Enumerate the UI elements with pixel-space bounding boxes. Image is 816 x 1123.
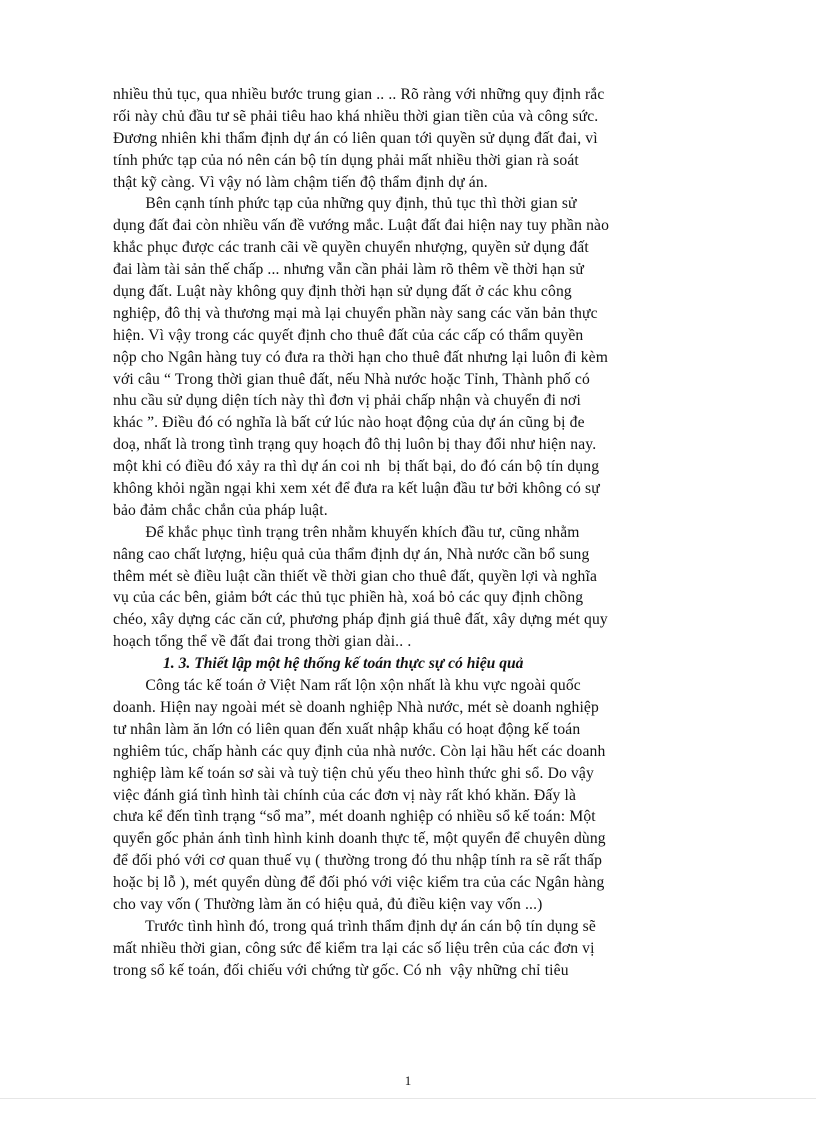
paragraph [113, 916, 753, 982]
text-line: mất nhiều thời gian, công sức để kiểm tra lại các số liệu trên của các đơn vị [113, 939, 595, 957]
page-bottom-rule [0, 1098, 816, 1099]
text-line: doạ, nhất là trong tình trạng quy hoạch đô thị luôn bị thay đổi như hiện nay. [113, 436, 597, 454]
text-line: nghiệp làm kế toán sơ sài và tuỳ tiện chủ yếu theo hình thức ghi sổ. Do vậy [113, 764, 594, 782]
text-line: Bên cạnh tính phức tạp của những quy định, thủ tục thì thời gian sử [113, 195, 577, 213]
paragraph [113, 675, 753, 916]
section-heading: 1. 3. Thiết lập một hệ thống kế toán thực sự có hiệu quả [163, 655, 524, 673]
text-line: hoặc bị lỗ ), mét quyển dùng để đối phó với việc kiểm tra của các Ngân hàng [113, 874, 605, 892]
text-line: nộp cho Ngân hàng tuy có đưa ra thời hạn cho thuê đất nhưng lại luôn đi kèm [113, 348, 609, 366]
text-line: thật kỹ càng. Vì vậy nó làm chậm tiến độ thẩm định dự án. [113, 173, 488, 191]
text-line: Đương nhiên khi thẩm định dự án có liên quan tới quyền sử dụng đất đai, vì [113, 129, 598, 147]
text-line: khắc phục được các tranh cãi về quyền chuyển nhượng, quyền sử dụng đất [113, 239, 589, 257]
text-line: chưa kể đến tình trạng “sổ ma”, mét doanh nghiệp có nhiều sổ kế toán: Một [113, 808, 596, 826]
paragraph [113, 193, 753, 521]
document-body [113, 84, 753, 982]
text-line: doanh. Hiện nay ngoài mét sè doanh nghiệp Nhà nước, mét sè doanh nghiệp [113, 698, 599, 716]
text-line: hoạch tổng thể về đất đai trong thời gian dài.. . [113, 633, 412, 651]
text-line: với câu “ Trong thời gian thuê đất, nếu Nhà nước hoặc Tỉnh, Thành phố có [113, 370, 590, 388]
text-line: quyển gốc phản ánh tình hình kinh doanh thực tế, một quyển để chuyên dùng [113, 830, 606, 848]
text-line: thêm mét sè điều luật cần thiết về thời gian cho thuê đất, quyền lợi và nghĩa [113, 567, 598, 585]
text-line: nhiều thủ tục, qua nhiều bước trung gian .. .. Rõ ràng với những quy định rắc [113, 86, 605, 103]
text-line: nhu cầu sử dụng diện tích này thì đơn vị phải chấp nhận và chuyển đi nơi [113, 392, 581, 410]
text-line: để đối phó với cơ quan thuế vụ ( thường trong đó thu nhập tính ra sẽ rất thấp [113, 852, 603, 870]
text-line: dụng đất đai còn nhiều vấn đề vướng mắc. Luật đất đai hiện nay tuy phần nào [113, 217, 610, 235]
text-line: nâng cao chất lượng, hiệu quả của thẩm định dự án, Nhà nước cần bổ sung [113, 545, 590, 563]
paragraph [113, 84, 753, 193]
text-line: hiện. Vì vậy trong các quyết định cho thuê đất của các cấp có thẩm quyền [113, 326, 584, 344]
text-line: Trước tình hình đó, trong quá trình thẩm định dự án cán bộ tín dụng sẽ [113, 917, 596, 935]
text-line: nghiêm túc, chấp hành các quy định của nhà nước. Còn lại hầu hết các doanh [113, 742, 606, 760]
text-line: dụng đất. Luật này không quy định thời hạn sử dụng đất ở các khu công [113, 283, 572, 301]
text-line: vụ của các bên, giảm bớt các thủ tục phiền hà, xoá bỏ các quy định chồng [113, 589, 584, 607]
text-line: cho vay vốn ( Thường làm ăn có hiệu quả, đủ điều kiện vay vốn ...) [113, 895, 543, 913]
text-line: chéo, xây dựng các căn cứ, phương pháp định giá thuê đất, xây dựng mét quy [113, 611, 608, 629]
text-line: việc đánh giá tình hình tài chính của các đơn vị này rất khó khăn. Đấy là [113, 786, 577, 804]
text-line: nghiệp, đô thị và thương mại mà lại chuyển phần này sang các văn bản thực [113, 304, 598, 322]
text-line: đai làm tài sản thế chấp ... nhưng vẫn cần phải làm rõ thêm về thời hạn sử [113, 261, 585, 279]
text-line: một khi có điều đó xảy ra thì dự án coi nh bị thất bại, do đó cán bộ tín dụng [113, 458, 600, 476]
text-line: không khỏi ngần ngại khi xem xét để đưa ra kết luận đầu tư bởi không có sự [113, 480, 600, 498]
page-number: 1 [404, 1073, 412, 1088]
text-line: khác ”. Điều đó có nghĩa là bất cứ lúc nào hoạt động của dự án cũng bị đe [113, 414, 585, 432]
text-line: rối này chủ đầu tư sẽ phải tiêu hao khá nhiều thời gian tiền của và công sức. [113, 107, 599, 125]
text-line: tư nhân làm ăn lớn có liên quan đến xuất nhập khẩu có hoạt động kế toán [113, 720, 581, 738]
text-line: bảo đảm chắc chắn của pháp luật. [113, 501, 328, 519]
text-line: trong sổ kế toán, đối chiếu với chứng từ gốc. Có nh vậy những chỉ tiêu [113, 961, 569, 979]
text-line: Công tác kế toán ở Việt Nam rất lộn xộn nhất là khu vực ngoài quốc [113, 677, 581, 695]
text-line: Để khắc phục tình trạng trên nhằm khuyến khích đầu tư, cũng nhằm [113, 523, 580, 541]
paragraph [113, 522, 753, 653]
text-line: tính phức tạp của nó nên cán bộ tín dụng phải mất nhiều thời gian rà soát [113, 151, 579, 169]
